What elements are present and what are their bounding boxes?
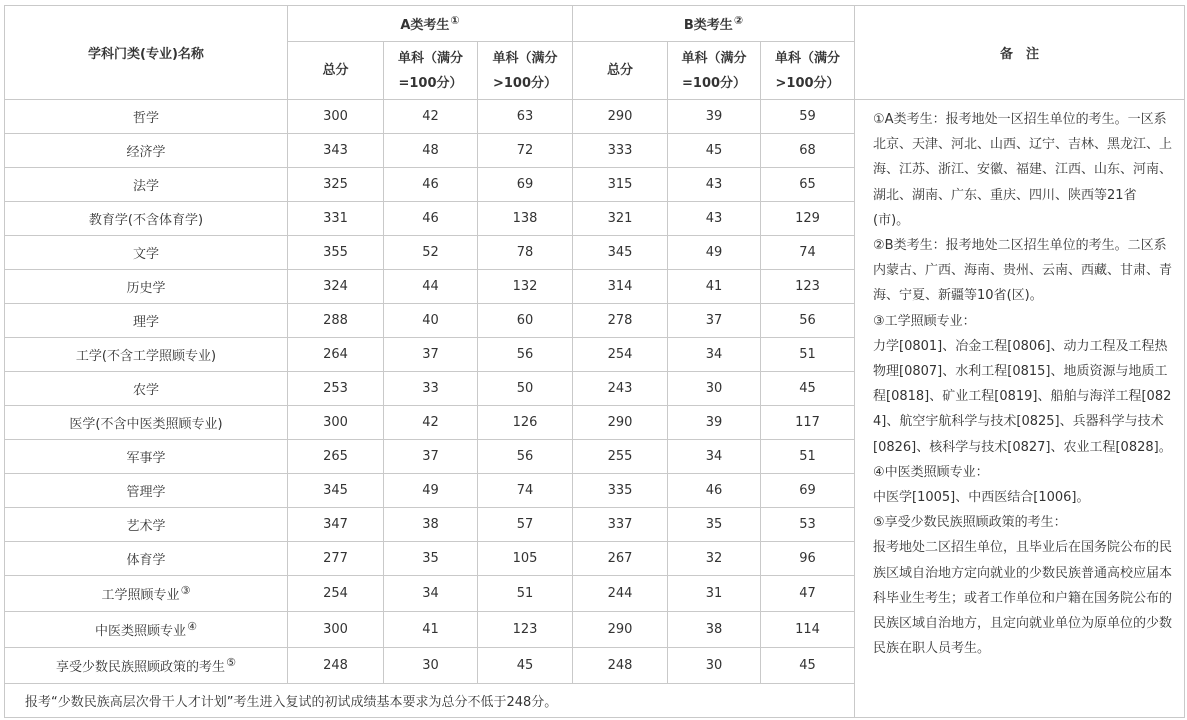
a-total-cell: 300 <box>288 100 384 134</box>
a-single-100-cell: 42 <box>384 406 478 440</box>
note-paragraph: ③工学照顾专业： <box>873 313 976 329</box>
b-single-over-cell: 45 <box>761 372 855 406</box>
a-single-100-cell: 40 <box>384 304 478 338</box>
a-single-100-cell: 46 <box>384 168 478 202</box>
subject-name: 医学(不含中医类照顾专业) <box>5 406 288 440</box>
note-paragraph: ①A类考生：报考地处一区招生单位的考生。一区系北京、天津、河北、山西、辽宁、吉林、黑龙江、上海、江苏、浙江、安徽、福建、江西、山东、河南、湖北、湖南、广东、重庆、四川、陕西等21省(市)。 <box>873 112 1173 228</box>
footnote-mark: ③ <box>180 584 191 597</box>
b-single-100-cell: 45 <box>668 134 761 168</box>
b-total-cell: 243 <box>573 372 668 406</box>
note-paragraph: 报考地处二区招生单位，且毕业后在国务院公布的民族区域自治地方定向就业的少数民族普通高校应届本科毕业生考生；或者工作单位和户籍在国务院公布的民族区域自治地方，且定向就业单位为原单位的少数民族在职人员考生。 <box>873 540 1173 657</box>
a-single-over-cell: 51 <box>478 576 573 612</box>
footnote-mark: ⑤ <box>226 656 236 669</box>
a-single-100-cell: 33 <box>384 372 478 406</box>
b-single-100-cell: 35 <box>668 508 761 542</box>
b-single-over-cell: 74 <box>761 236 855 270</box>
b-total-cell: 345 <box>573 236 668 270</box>
b-total-cell: 314 <box>573 270 668 304</box>
a-single-100-cell: 34 <box>384 576 478 612</box>
a-single-over-cell: 123 <box>478 612 573 648</box>
b-single-100-cell: 39 <box>668 406 761 440</box>
group-b-header: B类考生② <box>573 6 855 42</box>
a-single-100-cell: 38 <box>384 508 478 542</box>
a-single-over-cell: 132 <box>478 270 573 304</box>
a-single-over-cell: 60 <box>478 304 573 338</box>
subject-name: 教育学(不含体育学) <box>5 202 288 236</box>
subject-name: 经济学 <box>5 134 288 168</box>
b-single-100-header: 单科（满分 =100分） <box>668 42 761 100</box>
b-single-100-cell: 38 <box>668 612 761 648</box>
a-single-100-cell: 37 <box>384 338 478 372</box>
a-single-100-cell: 41 <box>384 612 478 648</box>
b-total-cell: 290 <box>573 406 668 440</box>
b-single-over-cell: 129 <box>761 202 855 236</box>
b-total-cell: 267 <box>573 542 668 576</box>
subject-name: 中医类照顾专业④ <box>5 612 288 648</box>
a-total-cell: 324 <box>288 270 384 304</box>
b-single-100-cell: 43 <box>668 168 761 202</box>
b-single-100-cell: 43 <box>668 202 761 236</box>
subject-name: 理学 <box>5 304 288 338</box>
b-single-100-cell: 49 <box>668 236 761 270</box>
b-total-cell: 321 <box>573 202 668 236</box>
b-single-over-cell: 45 <box>761 648 855 684</box>
b-single-over-cell: 117 <box>761 406 855 440</box>
subject-name: 法学 <box>5 168 288 202</box>
b-total-cell: 315 <box>573 168 668 202</box>
b-single-100-cell: 30 <box>668 372 761 406</box>
b-total-header: 总分 <box>573 42 668 100</box>
footnote-mark: ④ <box>187 620 197 633</box>
a-single-over-cell: 138 <box>478 202 573 236</box>
subject-name: 体育学 <box>5 542 288 576</box>
a-single-over-cell: 126 <box>478 406 573 440</box>
b-single-100-cell: 31 <box>668 576 761 612</box>
b-single-over-cell: 96 <box>761 542 855 576</box>
a-single-100-cell: 48 <box>384 134 478 168</box>
b-total-cell: 337 <box>573 508 668 542</box>
subject-name: 工学(不含工学照顾专业) <box>5 338 288 372</box>
b-single-over-cell: 59 <box>761 100 855 134</box>
note-paragraph: ④中医类照顾专业： <box>873 464 989 480</box>
a-single-100-cell: 30 <box>384 648 478 684</box>
a-single-over-cell: 63 <box>478 100 573 134</box>
a-total-cell: 300 <box>288 612 384 648</box>
note-paragraph: 力学[0801]、冶金工程[0806]、动力工程及工程热物理[0807]、水利工程[0815]、地质资源与地质工程[0818]、矿业工程[0819]、船舶与海洋工程[0824]、航空宇航科学与技术[0825]、兵器科学与技术[0826]、核科学与技术[0827]、农业工程[0828]。 <box>873 338 1172 455</box>
subject-name: 历史学 <box>5 270 288 304</box>
a-total-cell: 300 <box>288 406 384 440</box>
subject-name: 管理学 <box>5 474 288 508</box>
b-total-cell: 254 <box>573 338 668 372</box>
b-total-cell: 290 <box>573 612 668 648</box>
a-total-cell: 277 <box>288 542 384 576</box>
subject-name: 工学照顾专业③ <box>5 576 288 612</box>
b-total-cell: 333 <box>573 134 668 168</box>
b-single-over-cell: 68 <box>761 134 855 168</box>
a-single-over-header: 单科（满分 >100分） <box>478 42 573 100</box>
b-total-cell: 248 <box>573 648 668 684</box>
b-single-over-cell: 47 <box>761 576 855 612</box>
b-single-100-cell: 34 <box>668 338 761 372</box>
a-single-over-cell: 74 <box>478 474 573 508</box>
b-single-100-cell: 37 <box>668 304 761 338</box>
b-single-over-cell: 51 <box>761 338 855 372</box>
a-total-cell: 331 <box>288 202 384 236</box>
b-total-cell: 290 <box>573 100 668 134</box>
a-total-cell: 325 <box>288 168 384 202</box>
footer-note: 报考“少数民族高层次骨干人才计划”考生进入复试的初试成绩基本要求为总分不低于248分。 <box>5 684 855 718</box>
a-total-cell: 288 <box>288 304 384 338</box>
b-single-100-cell: 39 <box>668 100 761 134</box>
a-total-cell: 347 <box>288 508 384 542</box>
note-paragraph: 中医学[1005]、中西医结合[1006]。 <box>873 490 1090 506</box>
a-single-over-cell: 56 <box>478 440 573 474</box>
b-total-cell: 335 <box>573 474 668 508</box>
a-total-cell: 264 <box>288 338 384 372</box>
group-a-header: A类考生① <box>288 6 573 42</box>
notes-cell <box>855 100 1185 718</box>
b-single-100-cell: 34 <box>668 440 761 474</box>
a-single-100-cell: 52 <box>384 236 478 270</box>
b-total-cell: 255 <box>573 440 668 474</box>
a-total-cell: 265 <box>288 440 384 474</box>
a-single-over-cell: 72 <box>478 134 573 168</box>
b-single-over-cell: 123 <box>761 270 855 304</box>
a-single-over-cell: 56 <box>478 338 573 372</box>
a-single-100-cell: 42 <box>384 100 478 134</box>
note-paragraph: ⑤享受少数民族照顾政策的考生： <box>873 515 1067 531</box>
b-single-over-cell: 51 <box>761 440 855 474</box>
subject-name: 农学 <box>5 372 288 406</box>
a-single-100-header: 单科（满分 =100分） <box>384 42 478 100</box>
b-total-cell: 244 <box>573 576 668 612</box>
subject-column-header: 学科门类(专业)名称 <box>5 6 288 100</box>
a-total-header: 总分 <box>288 42 384 100</box>
score-table <box>4 5 1185 718</box>
a-single-over-cell: 69 <box>478 168 573 202</box>
a-single-100-cell: 44 <box>384 270 478 304</box>
a-total-cell: 253 <box>288 372 384 406</box>
b-single-over-header: 单科（满分 >100分） <box>761 42 855 100</box>
b-single-100-cell: 41 <box>668 270 761 304</box>
notes-header: 备 注 <box>855 6 1185 100</box>
a-single-over-cell: 45 <box>478 648 573 684</box>
score-rows <box>5 100 1185 718</box>
a-total-cell: 355 <box>288 236 384 270</box>
a-total-cell: 343 <box>288 134 384 168</box>
b-single-100-cell: 30 <box>668 648 761 684</box>
b-single-100-cell: 46 <box>668 474 761 508</box>
a-single-over-cell: 57 <box>478 508 573 542</box>
a-single-over-cell: 105 <box>478 542 573 576</box>
a-total-cell: 345 <box>288 474 384 508</box>
b-single-over-cell: 114 <box>761 612 855 648</box>
b-total-cell: 278 <box>573 304 668 338</box>
b-single-over-cell: 65 <box>761 168 855 202</box>
a-single-over-cell: 78 <box>478 236 573 270</box>
b-single-over-cell: 69 <box>761 474 855 508</box>
b-single-over-cell: 56 <box>761 304 855 338</box>
a-single-100-cell: 37 <box>384 440 478 474</box>
subject-name: 艺术学 <box>5 508 288 542</box>
b-single-over-cell: 53 <box>761 508 855 542</box>
a-total-cell: 254 <box>288 576 384 612</box>
subject-name: 文学 <box>5 236 288 270</box>
a-single-100-cell: 49 <box>384 474 478 508</box>
subject-name: 享受少数民族照顾政策的考生⑤ <box>5 648 288 684</box>
subject-name: 军事学 <box>5 440 288 474</box>
a-single-over-cell: 50 <box>478 372 573 406</box>
a-single-100-cell: 35 <box>384 542 478 576</box>
a-single-100-cell: 46 <box>384 202 478 236</box>
table-row <box>5 100 1185 134</box>
subject-name: 哲学 <box>5 100 288 134</box>
b-single-100-cell: 32 <box>668 542 761 576</box>
a-total-cell: 248 <box>288 648 384 684</box>
note-paragraph: ②B类考生：报考地处二区招生单位的考生。二区系内蒙古、广西、海南、贵州、云南、西藏、甘肃、青海、宁夏、新疆等10省(区)。 <box>873 238 1173 304</box>
